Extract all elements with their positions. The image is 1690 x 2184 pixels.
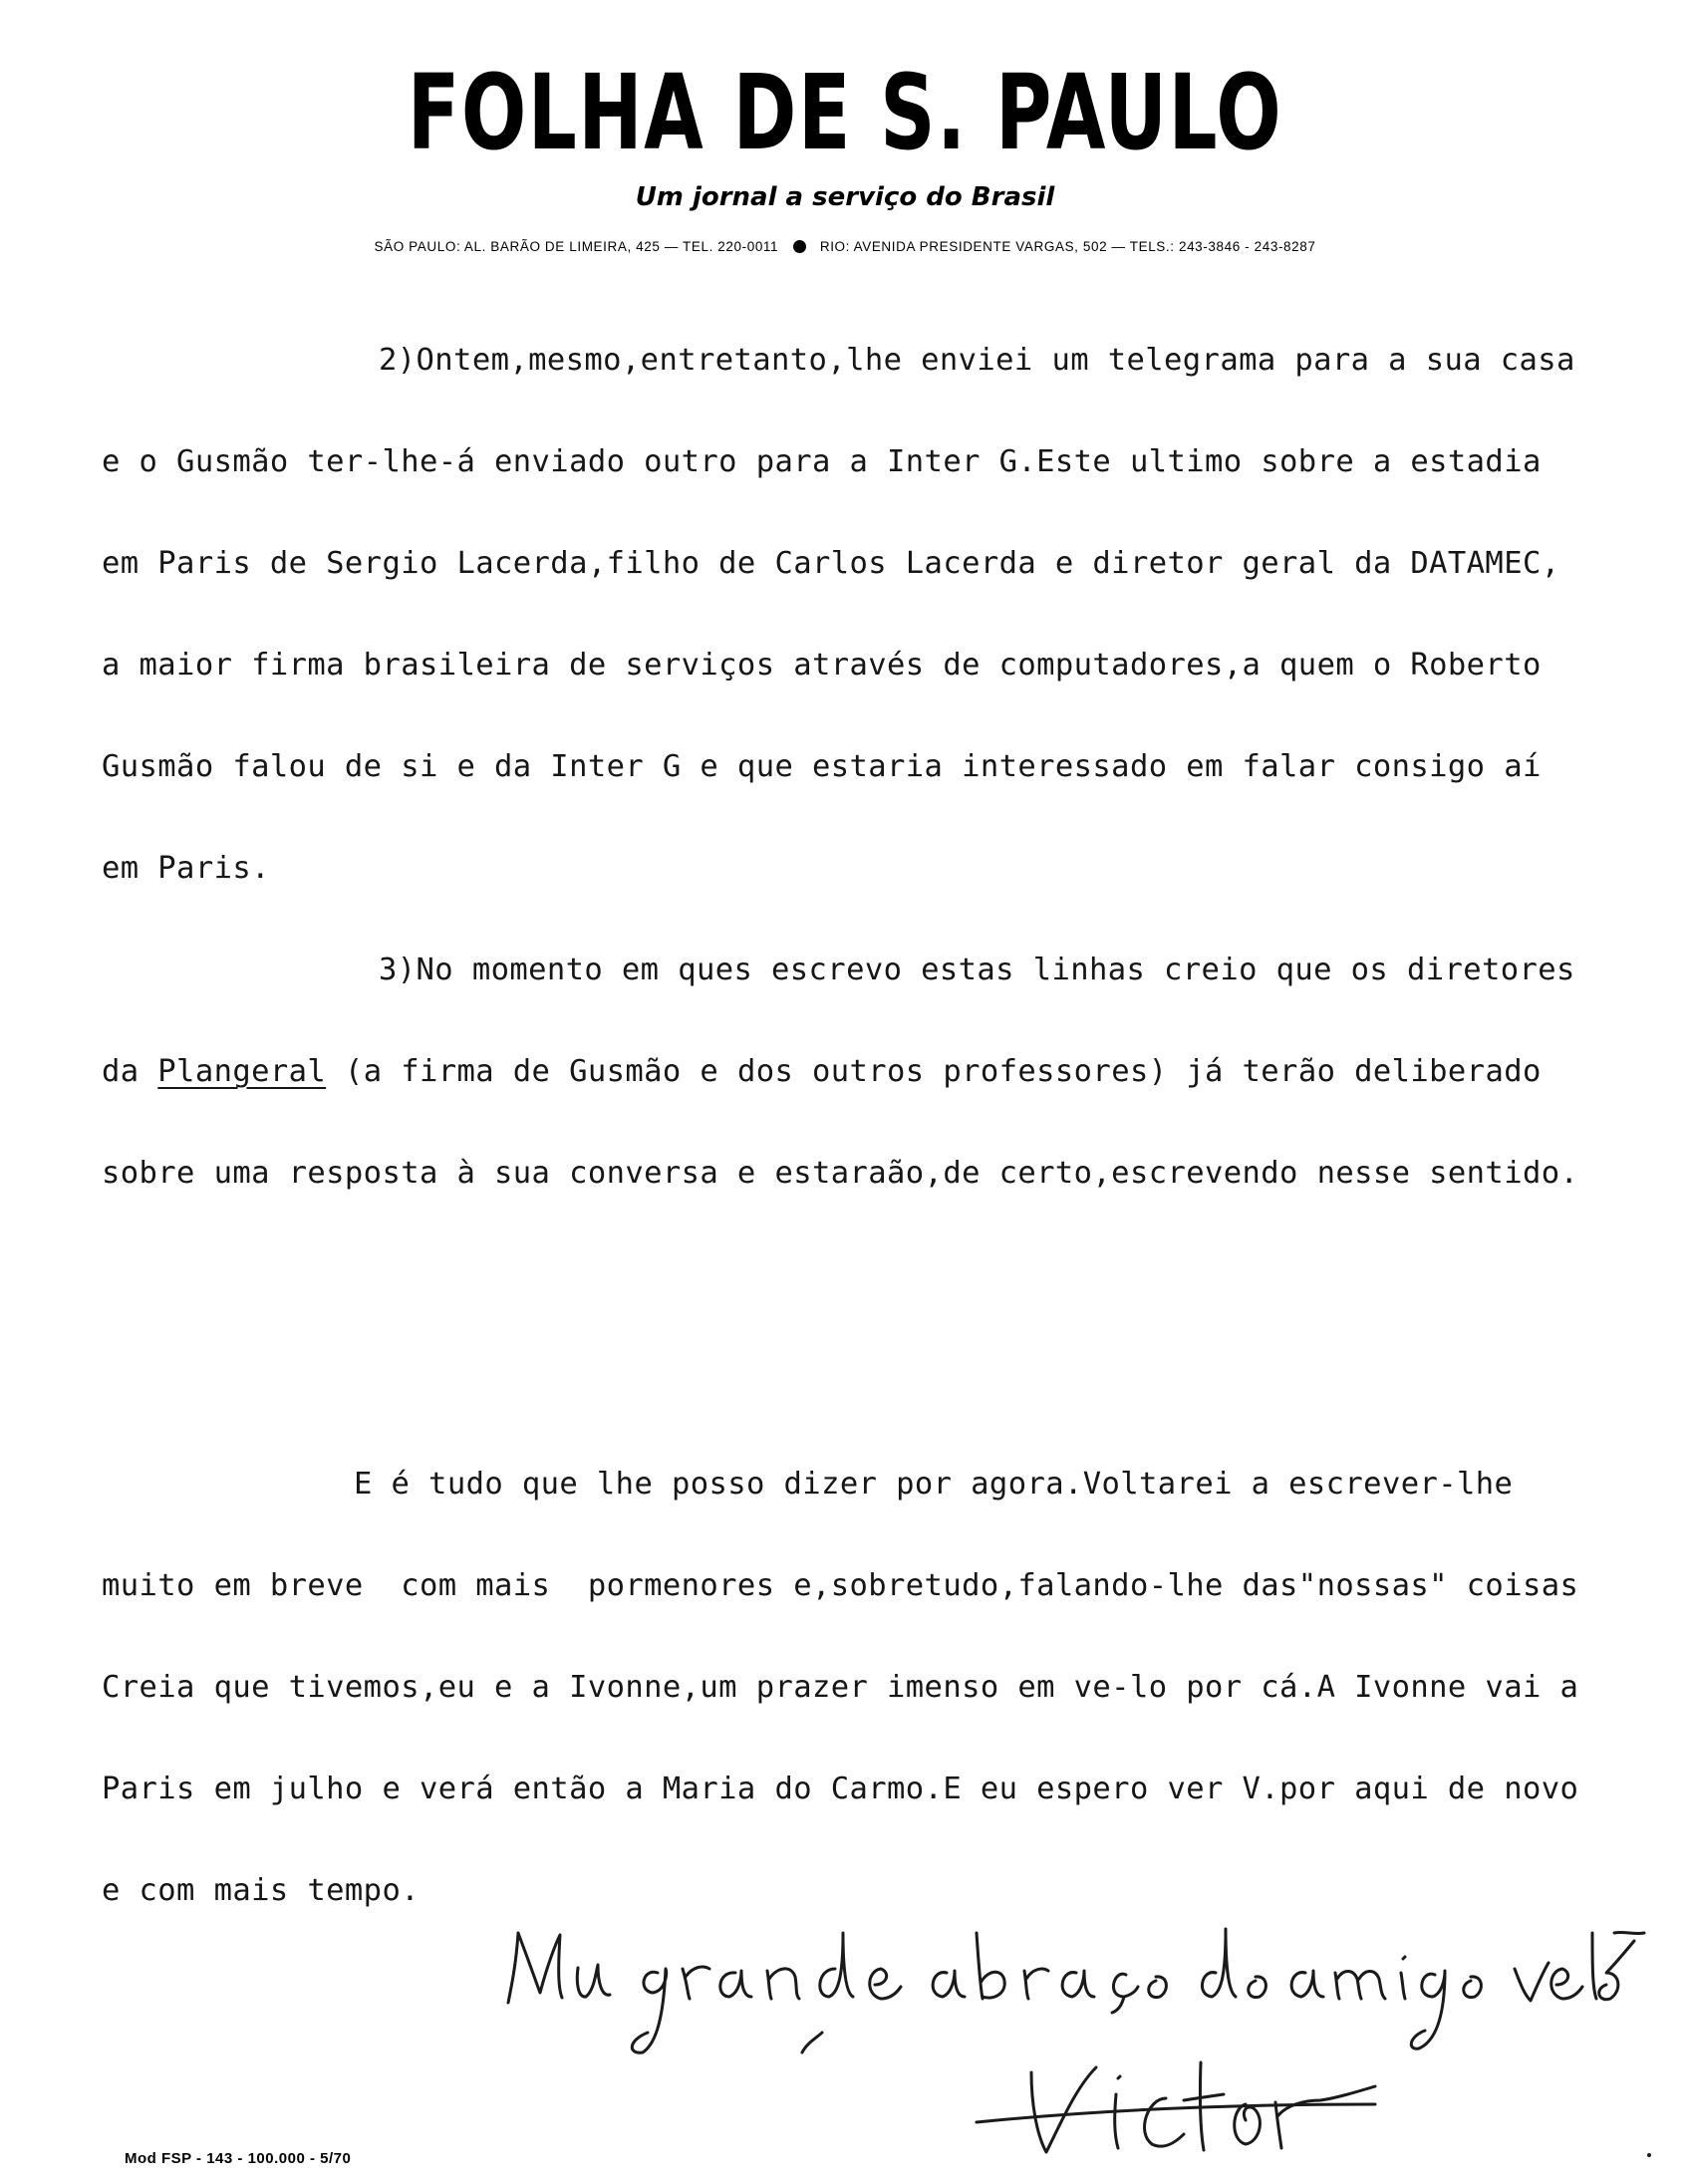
letterhead-address [0, 238, 1690, 256]
address-sao-paulo: SÃO PAULO: AL. BARÃO DE LIMEIRA, 425 — TEL. 220-0011 [374, 239, 779, 254]
address-rio: RIO: AVENIDA PRESIDENTE VARGAS, 502 — TELS.: 243-3846 - 243-8287 [819, 239, 1316, 254]
body-line: E é tudo que lhe posso dizer por agora.Voltarei a escrever-lhe [354, 1467, 1514, 1502]
body-line: muito em breve com mais pormenores e,sobretudo,falando-lhe das"nossas" coisas [102, 1568, 1579, 1603]
body-line: e o Gusmão ter-lhe-á enviado outro para a Inter G.Este ultimo sobre a estadia [102, 444, 1542, 479]
body-line: Gusmão falou de si e da Inter G e que estaria interessado em falar consigo aí [102, 749, 1542, 784]
body-line: sobre uma resposta à sua conversa e estaraão,de certo,escrevendo nesse sentido. [102, 1156, 1579, 1191]
underlined-company-name: Plangeral [157, 1054, 327, 1089]
body-text: (a firma de Gusmão e dos outros professores) já terão deliberado [326, 1054, 1542, 1089]
body-line: Paris em julho e verá então a Maria do Carmo.E eu espero ver V.por aqui de novo [102, 1772, 1579, 1806]
body-text: da [102, 1054, 158, 1089]
newspaper-masthead: FOLHA DE S. PAULO [407, 52, 1283, 173]
body-line: a maior firma brasileira de serviços através de computadores,a quem o Roberto [102, 648, 1542, 682]
body-line: 2)Ontem,mesmo,entretanto,lhe enviei um telegrama para a sua casa [379, 343, 1575, 378]
body-line: em Paris. [102, 851, 270, 886]
body-line: e com mais tempo. [102, 1873, 420, 1908]
handwritten-signature [478, 1873, 1674, 2172]
body-line: 3)No momento em ques escrevo estas linhas creio que os diretores [379, 953, 1575, 987]
body-line: Creia que tivemos,eu e a Ivonne,um prazer imenso em ve-lo por cá.A Ivonne vai a [102, 1670, 1579, 1705]
bullet-icon [793, 240, 806, 253]
newspaper-slogan: Um jornal a serviço do Brasil [635, 182, 1055, 212]
form-code: Mod FSP - 143 - 100.000 - 5/70 [125, 2150, 352, 2167]
body-line [102, 1052, 1542, 1092]
body-line: em Paris de Sergio Lacerda,filho de Carlos Lacerda e diretor geral da DATAMEC, [102, 546, 1560, 581]
